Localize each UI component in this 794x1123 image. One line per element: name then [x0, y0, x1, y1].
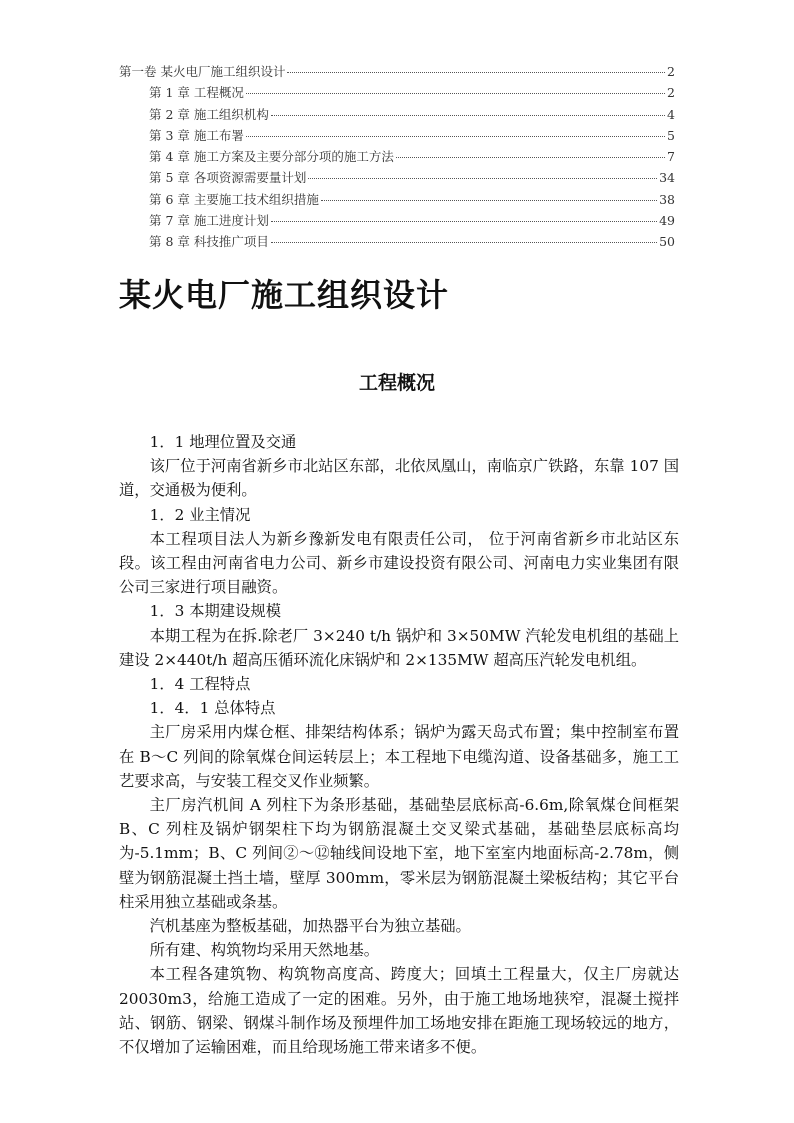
toc-label: 第 5 章 各项资源需要量计划 [149, 170, 307, 186]
toc-leader-dots [287, 72, 665, 73]
paragraph: 1．4．1 总体特点 [149, 699, 276, 718]
paragraph: 汽机基座为整板基础，加热器平台为独立基础。 [149, 917, 471, 936]
paragraph: 1．1 地理位置及交通 [149, 433, 297, 451]
toc-page-number: 49 [659, 213, 675, 229]
toc-label: 第 7 章 施工进度计划 [149, 213, 269, 229]
toc-leader-dots [396, 157, 665, 158]
paragraph: 1．4 工程特点 [149, 675, 251, 694]
paragraph: 主厂房汽机间 A 列柱下为条形基础，基础垫层底标高-6.6m,除氧煤仓间框架 B、C 列柱及锅炉钢架柱下均为钢筋混凝土交叉梁式基础，基础垫层底标高均为-5.1mm；B、C 列间②～⑫轴线间设地下室，地下室室内地面标高-2.78m，侧壁为钢筋混凝土挡土墙，壁厚 300mm，零米层为钢筋混凝土梁板结构；其它平台柱采用独立基础或条基。 [119, 796, 679, 911]
toc-entry[interactable] [119, 147, 675, 168]
toc-page-number: 2 [667, 64, 675, 79]
toc-entry[interactable] [119, 62, 675, 83]
toc-page-number: 34 [659, 170, 675, 186]
toc-entry[interactable] [119, 168, 675, 189]
toc-page-number: 38 [659, 191, 675, 207]
toc-label: 第 6 章 主要施工技术组织措施 [149, 191, 319, 207]
toc-entry[interactable] [119, 83, 675, 104]
table-of-contents [119, 62, 675, 254]
toc-page-number: 5 [667, 127, 675, 143]
paragraph: 1．2 业主情况 [149, 505, 251, 524]
toc-page-number: 2 [667, 85, 675, 101]
paragraph: 1．3 本期建设规模 [149, 602, 281, 621]
section-heading: 工程概况 [358, 372, 435, 394]
toc-entry[interactable] [119, 211, 675, 232]
paragraph: 本期工程为在拆.除老厂 3×240 t/h 锅炉和 3×50MW 汽轮发电机组的基础上建设 2×440t/h 超高压循环流化床锅炉和 2×135MW 超高压汽轮发电机组。 [119, 626, 679, 669]
toc-label: 第一卷 某火电厂施工组织设计 [119, 64, 286, 79]
toc-entry[interactable] [119, 232, 675, 253]
toc-page-number: 7 [667, 149, 675, 165]
document-title: 某火电厂施工组织设计 [119, 276, 450, 314]
toc-page-number: 50 [659, 234, 675, 250]
toc-label: 第 3 章 施工布署 [149, 127, 244, 143]
toc-entry[interactable] [119, 126, 675, 147]
toc-leader-dots [271, 115, 665, 116]
paragraph: 本工程各建筑物、构筑物高度高、跨度大；回填土工程量大，仅主厂房就达 20030m3，给施工造成了一定的困难。另外，由于施工地场地狭窄，混凝土搅拌站、钢筋、钢梁、钢煤斗制作场及预埋件加工场地安排在距施工现场较远的地方，不仅增加了运输困难，而且给现场施工带来诸多不便。 [119, 965, 679, 1057]
toc-entry[interactable] [119, 190, 675, 211]
toc-label: 第 4 章 施工方案及主要分部分项的施工方法 [149, 149, 394, 165]
toc-entry[interactable] [119, 105, 675, 126]
body-text [119, 430, 679, 1059]
toc-leader-dots [246, 93, 665, 94]
toc-leader-dots [308, 178, 657, 179]
paragraph: 所有建、构筑物均采用天然地基。 [149, 941, 380, 960]
paragraph: 本工程项目法人为新乡豫新发电有限责任公司， 位于河南省新乡市北站区东段。该工程由河南省电力公司、新乡市建设投资有限公司、河南电力实业集团有限公司三家进行项目融资。 [119, 529, 679, 597]
toc-label: 第 1 章 工程概况 [149, 85, 244, 101]
toc-label: 第 2 章 施工组织机构 [149, 106, 269, 122]
paragraph: 主厂房采用内煤仓框、排架结构体系；锅炉为露天岛式布置；集中控制室布置在 B～C 列间的除氧煤仓间运转层上；本工程地下电缆沟道、设备基础多，施工工艺要求高，与安装工程交叉作业频繁。 [119, 723, 679, 790]
toc-leader-dots [321, 200, 657, 201]
toc-leader-dots [246, 136, 665, 137]
paragraph: 该厂位于河南省新乡市北站区东部，北依凤凰山，南临京广铁路，东靠 107 国道，交通极为便利。 [119, 457, 679, 500]
toc-leader-dots [271, 221, 657, 222]
toc-page-number: 4 [667, 106, 675, 122]
toc-leader-dots [271, 242, 657, 243]
toc-label: 第 8 章 科技推广项目 [149, 234, 269, 250]
